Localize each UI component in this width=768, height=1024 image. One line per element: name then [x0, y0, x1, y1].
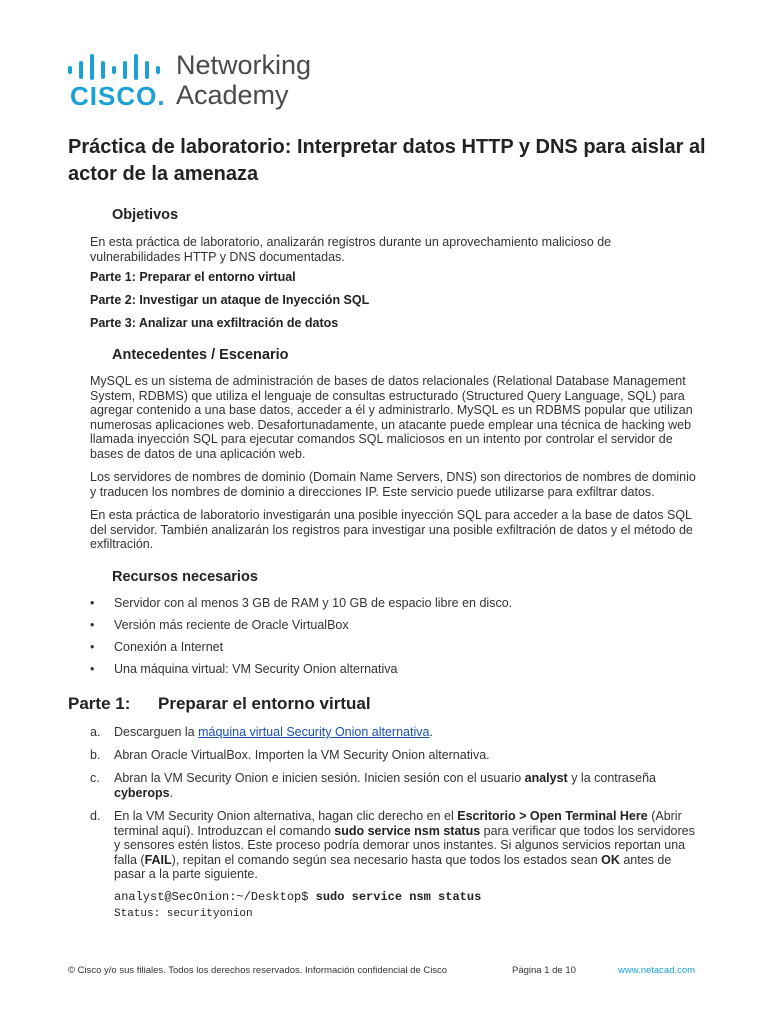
- section-heading-antecedentes: Antecedentes / Escenario: [112, 347, 289, 363]
- security-onion-vm-link[interactable]: máquina virtual Security Onion alternativa: [198, 725, 430, 739]
- antecedentes-paragraph-3: En esta práctica de laboratorio investigarán una posible inyección SQL para acceder a la base de datos SQL del servidor. También analizarán los registros para investigar una posible exfiltración de datos y el método de exfiltración.: [90, 508, 693, 552]
- page-title: Práctica de laboratorio: Interpretar datos HTTP y DNS para aislar al actor de la amenaza: [68, 136, 706, 185]
- footer-website-link[interactable]: www.netacad.com: [618, 965, 696, 976]
- cisco-bars-icon: [68, 54, 166, 80]
- section-heading-objetivos: Objetivos: [112, 207, 179, 223]
- bullet-icon: •: [90, 662, 95, 676]
- antecedentes-paragraph-1: MySQL es un sistema de administración de bases de datos relacionales (Relational Database Management System, RDBMS) que utiliza el lenguaje de consultas estructurado (Structured Query Language, SQL) para agregar contenido a una base datos, acceder a él y administrarlo. MySQL es un RDBMS popular que utilizan numerosas aplicaciones web. Desafortunadamente, un atacante puede emplear una técnica de hacking web llamada inyección SQL para ejecutar comandos SQL maliciosos en un intento por controlar el servidor de bases de datos de una aplicación web.: [90, 374, 693, 461]
- cisco-wordmark: CISCO.: [70, 81, 166, 111]
- objetivos-text: En esta práctica de laboratorio, analizarán registros durante un aprovechamiento malicioso de vulnerabilidades HTTP y DNS documentadas.: [90, 235, 612, 264]
- bullet-icon: •: [90, 640, 95, 654]
- cisco-networking-academy-logo: [68, 50, 328, 112]
- objetivo-parte-1: Parte 1: Preparar el entorno virtual: [90, 270, 296, 284]
- brand-line-1: Networking: [176, 50, 312, 80]
- code-output-line: Status: securityonion: [114, 908, 253, 920]
- objetivo-parte-3: Parte 3: Analizar una exfiltración de datos: [90, 316, 339, 330]
- objetivo-parte-2: Parte 2: Investigar un ataque de Inyección SQL: [90, 293, 370, 307]
- footer-page-number: Página 1 de 10: [512, 965, 576, 976]
- antecedentes-paragraph-2: Los servidores de nombres de dominio (Domain Name Servers, DNS) son directorios de nombres de dominio y traducen los nombres de dominio a direcciones IP. Este servicio puede utilizarse para exfiltrar datos.: [90, 470, 696, 499]
- code-command-line: analyst@SecOnion:~/Desktop$ sudo service nsm status: [114, 890, 482, 904]
- part-title: Preparar el entorno virtual: [158, 694, 371, 713]
- section-heading-recursos: Recursos necesarios: [112, 569, 258, 585]
- footer-copyright: © Cisco y/o sus filiales. Todos los derechos reservados. Información confidencial de Cisco: [68, 965, 448, 976]
- brand-line-2: Academy: [176, 80, 289, 110]
- part-number: Parte 1:: [68, 694, 131, 713]
- bullet-icon: •: [90, 618, 95, 632]
- bullet-icon: •: [90, 596, 95, 610]
- document-page: CISCO. Networking Academy Práctica de laboratorio: Interpretar datos HTTP y DNS para aislar al actor de la amenaza Objetivos En esta práctica de laboratorio, analizarán registros durante un aprovechamiento malicioso de vulnerabilidades HTTP y DNS documentadas. Parte 1: Preparar el entorno virtual Parte 2: Investigar un ataque de Inyección SQL Parte 3: Analizar una exfiltración de datos Antecedentes / Escenario MySQL es un sistema de administración de bases de datos relacionales (Relational Database Management System, RDBMS) que utiliza el lenguaje de consultas estructurado (Structured Query Language, SQL) para agregar contenido a una base datos, acceder a él y administrarlo. MySQL es un RDBMS popular que utilizan numerosas aplicaciones web. Desafortunadamente, un atacante puede emplear una técnica de hacking web llamada inyección SQL para ejecutar comandos SQL maliciosos en un intento por controlar el servidor de bases de datos de una aplicación web. Los servidores de nombres de dominio (Domain Name Servers, DNS) son directorios de nombres de dominio y traducen los nombres de dominio a direcciones IP. Este servicio puede utilizarse para exfiltrar datos. En esta práctica de laboratorio investigarán una posible inyección SQL para acceder a la base de datos SQL del servidor. También analizarán los registros para investigar una posible exfiltración de datos y el método de exfiltración. Recursos necesarios • Servidor con al menos 3 GB de RAM y 10 GB de espacio libre en disco. • Versión más reciente de Oracle VirtualBox • Conexión a Internet • Una máquina virtual: VM Security Onion alternativa Parte 1: Preparar el entorno virtual a. Descarguen la máquina virtual Security Onion alternativa. b. Abran Oracle VirtualBox. Importen la VM Security Onion alternativa. c. Abran la VM Security Onion e inicien sesión. Inicien sesión con el usuario analyst y la contraseña cyberops. d. En la VM Security Onion alternativa, hagan clic derecho en el Escritorio > Open Terminal Here (Abrir terminal aquí). Introduzcan el comando sudo service nsm status para verificar que todos los servidores y sensores estén listos. Este proceso podría demorar unos instantes. Si algunos servicios reportan una falla (FAIL), repitan el comando según sea necesario hasta que todos los estados sean OK antes de pasar a la parte siguiente. analyst@SecOnion:~/Desktop$ sudo service nsm status Status: securityonion © Cisco y/o sus filiales. Todos los derechos reservados. Información confidencial de Cisco Página 1 de 10 www.netacad.com: [0, 0, 768, 1024]
